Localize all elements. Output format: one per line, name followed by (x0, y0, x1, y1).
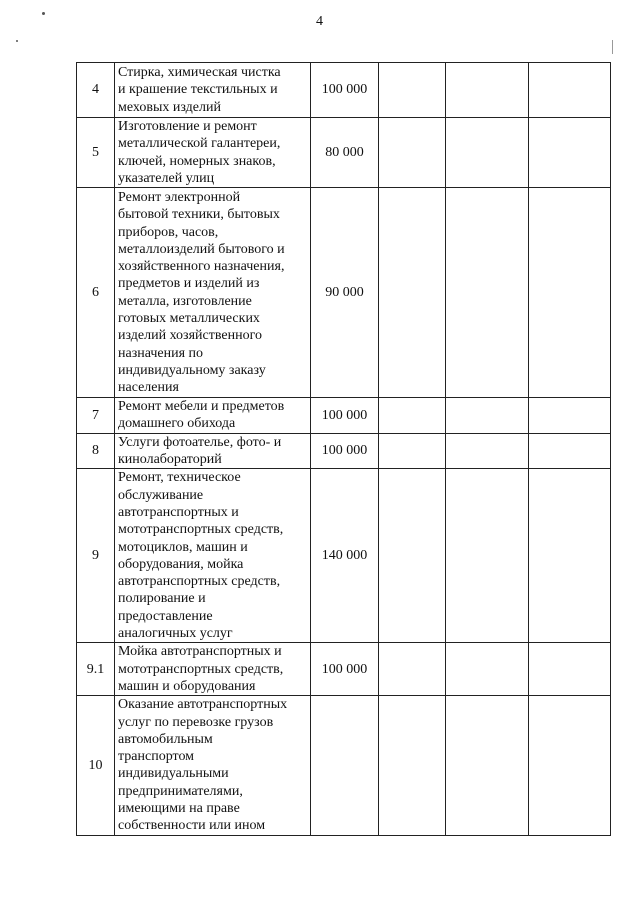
row-number: 6 (77, 188, 115, 398)
row-number: 5 (77, 118, 115, 188)
table-row (77, 469, 611, 643)
empty-cell (529, 433, 611, 469)
service-description (115, 643, 311, 696)
empty-cell (529, 696, 611, 835)
description-line: предметов и изделий из (118, 276, 260, 292)
income-amount: 80 000 (311, 118, 379, 188)
empty-cell (379, 469, 446, 643)
empty-cell (529, 469, 611, 643)
empty-cell (379, 643, 446, 696)
description-line: аналогичных услуг (118, 626, 233, 642)
empty-cell (529, 188, 611, 398)
description-line: услуг по перевозке грузов (118, 714, 274, 730)
row-number: 9.1 (77, 643, 115, 696)
description-line: автотранспортных и (118, 504, 239, 520)
description-line: автомобильным (118, 731, 213, 747)
description-line: Стирка, химическая чистка (118, 65, 281, 81)
description-line: изделий хозяйственного (118, 328, 262, 344)
table-row (77, 433, 611, 469)
table-row (77, 696, 611, 835)
empty-cell (446, 398, 529, 434)
description-line: Ремонт, техническое (118, 470, 241, 486)
description-line: оборудования, мойка (118, 556, 244, 572)
empty-cell (446, 188, 529, 398)
income-amount: 100 000 (311, 643, 379, 696)
description-line: Ремонт электронной (118, 189, 241, 205)
description-line: индивидуальному заказу (118, 362, 266, 378)
table-row (77, 643, 611, 696)
empty-cell (379, 398, 446, 434)
description-line: мотоциклов, машин и (118, 539, 248, 555)
description-line: указателей улиц (118, 170, 215, 186)
description-line: имеющими на праве (118, 801, 240, 817)
description-line: металлической галантереи, (118, 136, 281, 152)
description-line: ключей, номерных знаков, (118, 153, 276, 169)
row-number: 8 (77, 433, 115, 469)
description-line: машин и оборудования (118, 678, 256, 694)
description-line: хозяйственного назначения, (118, 259, 285, 275)
empty-cell (379, 118, 446, 188)
description-line: домашнего обихода (118, 416, 236, 432)
description-line: меховых изделий (118, 99, 221, 115)
empty-cell (446, 469, 529, 643)
service-description (115, 398, 311, 434)
income-amount: 100 000 (311, 63, 379, 118)
service-description (115, 696, 311, 835)
table-row (77, 118, 611, 188)
income-amount: 140 000 (311, 469, 379, 643)
scan-speck (42, 12, 45, 15)
row-number: 7 (77, 398, 115, 434)
empty-cell (379, 433, 446, 469)
empty-cell (446, 433, 529, 469)
empty-cell (379, 63, 446, 118)
description-line: приборов, часов, (118, 224, 219, 240)
services-table-body (77, 63, 611, 836)
empty-cell (379, 188, 446, 398)
description-line: населения (118, 380, 179, 396)
description-line: Ремонт мебели и предметов (118, 399, 285, 415)
description-line: предоставление (118, 608, 213, 624)
service-description (115, 118, 311, 188)
income-amount (311, 696, 379, 835)
empty-cell (379, 696, 446, 835)
description-line: Изготовление и ремонт (118, 119, 257, 134)
description-line: и крашение текстильных и (118, 82, 278, 98)
description-line: кинолабораторий (118, 452, 222, 468)
service-description (115, 63, 311, 118)
empty-cell (529, 63, 611, 118)
description-line: готовых металлических (118, 310, 260, 326)
services-table (76, 62, 611, 836)
empty-cell (446, 643, 529, 696)
description-line: полирование и (118, 591, 206, 607)
service-description (115, 433, 311, 469)
description-line: бытовой техники, бытовых (118, 207, 280, 223)
description-line: Оказание автотранспортных (118, 697, 288, 713)
table-row (77, 398, 611, 434)
description-line: индивидуальными (118, 766, 229, 782)
description-line: мототранспортных средств, (118, 522, 284, 538)
empty-cell (446, 118, 529, 188)
table-row (77, 188, 611, 398)
description-line: автотранспортных средств, (118, 574, 281, 590)
description-line: предпринимателями, (118, 783, 243, 799)
empty-cell (446, 63, 529, 118)
description-line: мототранспортных средств, (118, 661, 284, 677)
description-line: металлоизделий бытового и (118, 241, 285, 257)
income-amount: 90 000 (311, 188, 379, 398)
page-number: 4 (316, 14, 323, 29)
row-number: 4 (77, 63, 115, 118)
empty-cell (529, 643, 611, 696)
row-number: 10 (77, 696, 115, 835)
row-number: 9 (77, 469, 115, 643)
empty-cell (529, 118, 611, 188)
scan-speck (16, 40, 18, 42)
description-line: собственности или ином (118, 818, 266, 834)
description-line: обслуживание (118, 487, 204, 503)
service-description (115, 469, 311, 643)
description-line: Мойка автотранспортных и (118, 644, 282, 660)
income-amount: 100 000 (311, 433, 379, 469)
description-line: назначения по (118, 345, 204, 361)
income-amount: 100 000 (311, 398, 379, 434)
description-line: металла, изготовление (118, 293, 252, 309)
description-line: транспортом (118, 749, 195, 765)
table-row (77, 63, 611, 118)
description-line: Услуги фотоателье, фото- и (118, 434, 282, 450)
scan-speck (612, 40, 613, 54)
empty-cell (529, 398, 611, 434)
empty-cell (446, 696, 529, 835)
service-description (115, 188, 311, 398)
